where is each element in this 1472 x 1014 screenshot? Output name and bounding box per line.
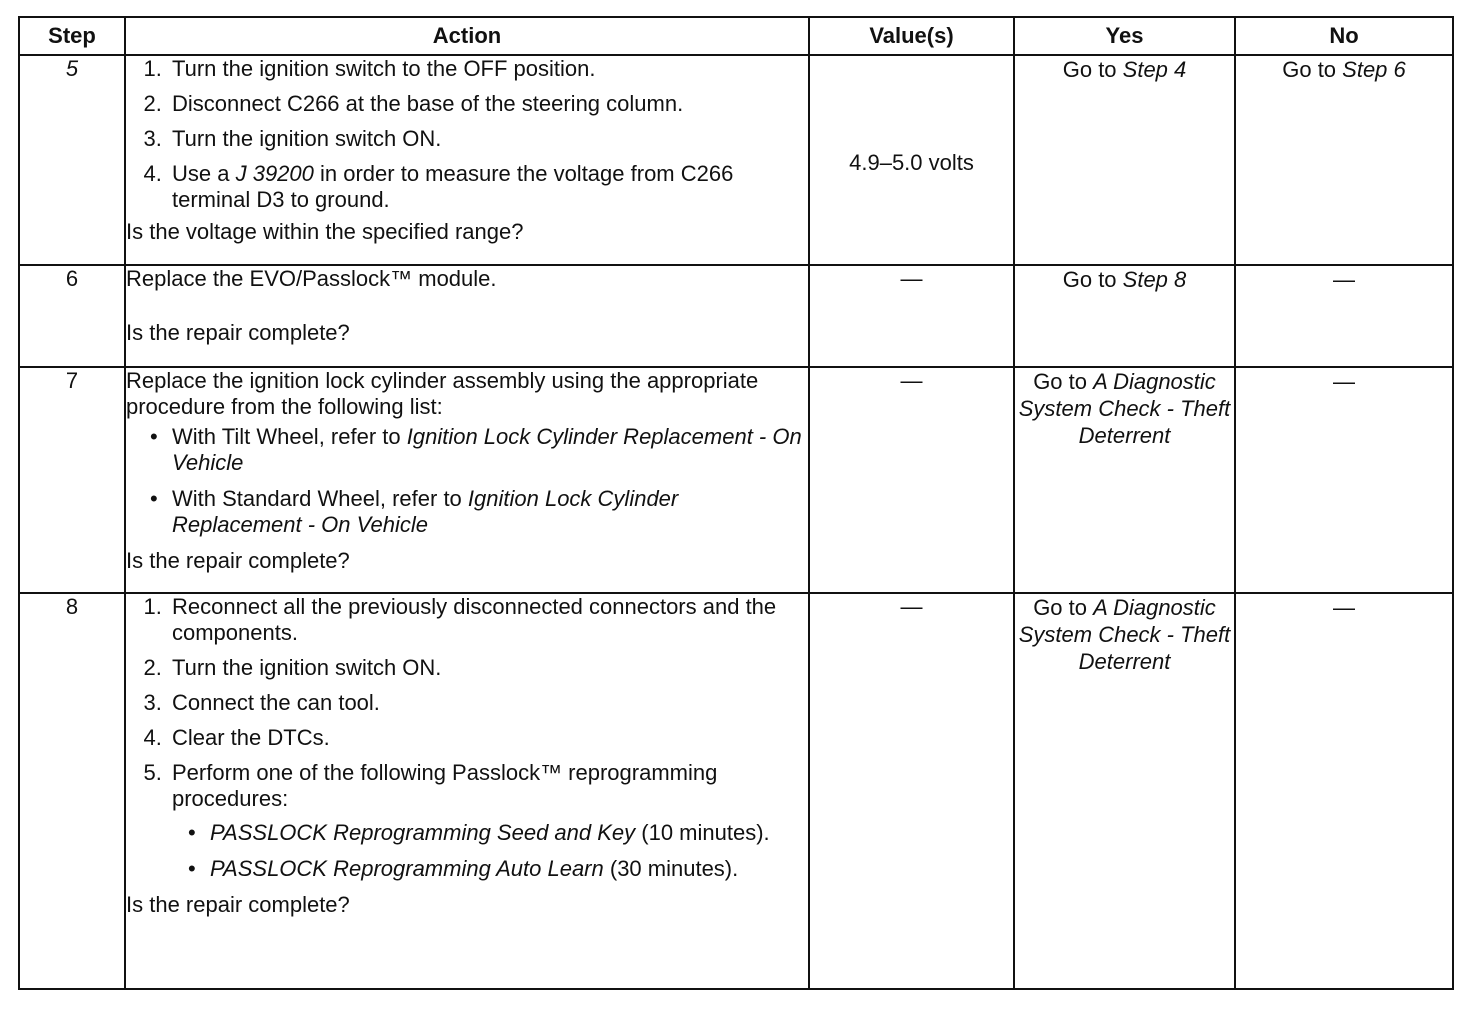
- tool-reference: J 39200: [235, 161, 314, 186]
- action-text: Replace the EVO/Passlock™ module.: [126, 266, 497, 291]
- yes-cell: Go to A Diagnostic System Check - Theft Deterrent: [1014, 367, 1235, 593]
- question: Is the repair complete?: [126, 320, 350, 345]
- list-item: • PASSLOCK Reprogramming Seed and Key (10 minutes).: [210, 820, 808, 846]
- reprogramming-list: [172, 820, 808, 882]
- table-row-step-5: [19, 55, 1453, 265]
- action-cell: [125, 55, 809, 265]
- action-item: 4. Clear the DTCs.: [168, 725, 808, 751]
- diagnostic-table: [18, 16, 1454, 990]
- goto-link[interactable]: A Diagnostic System Check - Theft Deterrent: [1018, 369, 1231, 448]
- procedure-list: [126, 424, 808, 538]
- table-row-step-7: [19, 367, 1453, 593]
- header-values: Value(s): [809, 17, 1014, 55]
- no-cell: —: [1235, 367, 1453, 593]
- table-row-step-8: [19, 593, 1453, 989]
- question: Is the voltage within the specified range?: [126, 219, 524, 244]
- header-action: Action: [125, 17, 809, 55]
- value-cell: —: [809, 367, 1014, 593]
- list-item: • With Standard Wheel, refer to Ignition Lock Cylinder Replacement - On Vehicle: [172, 486, 808, 538]
- action-intro: Replace the ignition lock cylinder assembly using the appropriate procedure from the following list:: [126, 368, 759, 419]
- value-cell: —: [809, 593, 1014, 989]
- action-cell: [125, 593, 809, 989]
- no-cell: Go to Step 6: [1235, 55, 1453, 265]
- action-cell: [125, 265, 809, 367]
- action-item: 1. Reconnect all the previously disconnected connectors and the components.: [168, 594, 808, 646]
- header-step: Step: [19, 17, 125, 55]
- procedure-link[interactable]: PASSLOCK Reprogramming Auto Learn: [210, 856, 604, 881]
- question: Is the repair complete?: [126, 892, 350, 917]
- no-cell: —: [1235, 265, 1453, 367]
- yes-cell: Go to A Diagnostic System Check - Theft Deterrent: [1014, 593, 1235, 989]
- value-cell: 4.9–5.0 volts: [809, 55, 1014, 265]
- action-list: [126, 594, 808, 882]
- yes-cell: Go to Step 8: [1014, 265, 1235, 367]
- action-item: 3. Turn the ignition switch ON.: [168, 126, 808, 152]
- goto-link[interactable]: A Diagnostic System Check - Theft Deterrent: [1018, 595, 1231, 674]
- list-item: • With Tilt Wheel, refer to Ignition Lock Cylinder Replacement - On Vehicle: [172, 424, 808, 476]
- action-item: 1. Turn the ignition switch to the OFF position.: [168, 56, 808, 82]
- header-row: [19, 17, 1453, 55]
- action-item: 2. Turn the ignition switch ON.: [168, 655, 808, 681]
- question: Is the repair complete?: [126, 548, 350, 573]
- goto-link[interactable]: Step 4: [1122, 57, 1187, 82]
- table-row-step-6: [19, 265, 1453, 367]
- step-number: 7: [19, 367, 125, 593]
- action-cell: [125, 367, 809, 593]
- step-number: 8: [19, 593, 125, 989]
- goto-link[interactable]: Step 6: [1342, 57, 1406, 82]
- step-number: 6: [19, 265, 125, 367]
- procedure-link[interactable]: Ignition Lock Cylinder Replacement - On Vehicle: [172, 486, 679, 537]
- procedure-link[interactable]: PASSLOCK Reprogramming Seed and Key: [210, 820, 636, 845]
- header-no: No: [1235, 17, 1453, 55]
- no-cell: —: [1235, 593, 1453, 989]
- action-item: 2. Disconnect C266 at the base of the steering column.: [168, 91, 808, 117]
- list-item: • PASSLOCK Reprogramming Auto Learn (30 minutes).: [210, 856, 808, 882]
- goto-link[interactable]: Step 8: [1122, 267, 1187, 292]
- procedure-link[interactable]: Ignition Lock Cylinder Replacement - On Vehicle: [172, 424, 802, 475]
- action-item: 4. Use a J 39200 in order to measure the voltage from C266 terminal D3 to ground.: [168, 161, 808, 213]
- header-yes: Yes: [1014, 17, 1235, 55]
- step-number: 5: [19, 55, 125, 265]
- value-cell: —: [809, 265, 1014, 367]
- yes-cell: Go to Step 4: [1014, 55, 1235, 265]
- action-list: [126, 56, 808, 213]
- action-item: 3. Connect the can tool.: [168, 690, 808, 716]
- action-item: 5. Perform one of the following Passlock™ reprogramming procedures: • PASSLOCK Reprogramming Seed and Key (10 minutes). • PASSLOCK Reprogramming Auto Learn (30 minutes).: [168, 760, 808, 882]
